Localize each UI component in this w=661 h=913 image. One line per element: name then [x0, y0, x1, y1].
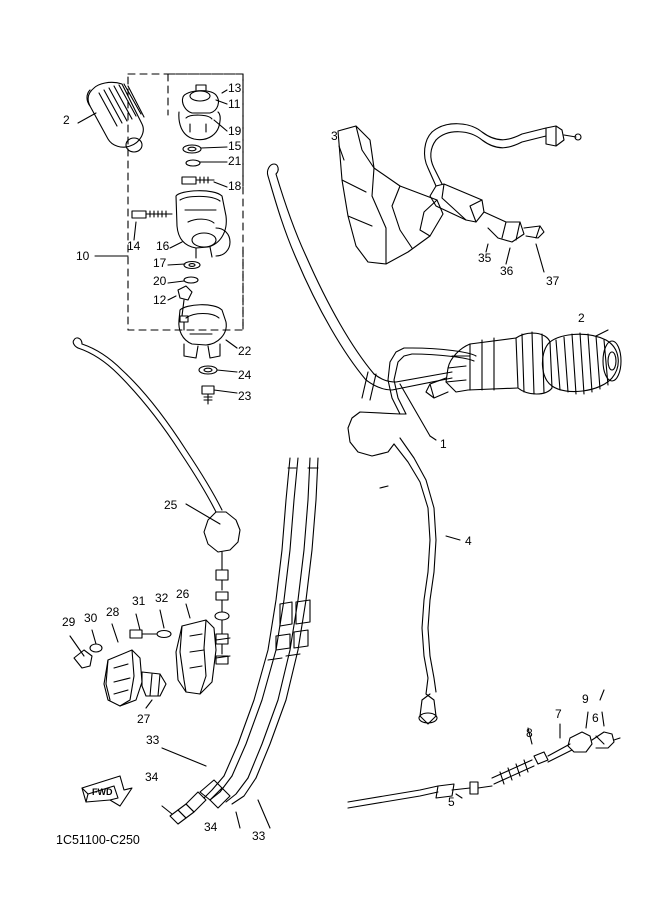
- callout-1: 1: [440, 437, 447, 451]
- callout-4: 4: [465, 534, 472, 548]
- callout-33-upper: 33: [146, 733, 160, 747]
- callout-2-right: 2: [578, 311, 585, 325]
- callout-10: 10: [76, 249, 90, 263]
- callout-8: 8: [526, 726, 533, 740]
- callout-15: 15: [228, 139, 242, 153]
- fwd-direction-label: FWD: [92, 787, 113, 797]
- callout-34-lower: 34: [204, 820, 218, 834]
- callout-2-left: 2: [63, 113, 70, 127]
- callout-18: 18: [228, 179, 242, 193]
- callout-26: 26: [176, 587, 190, 601]
- callout-11: 11: [228, 97, 241, 111]
- callout-5: 5: [448, 795, 455, 809]
- callout-30: 30: [84, 611, 98, 625]
- callout-34-upper: 34: [145, 770, 159, 784]
- callout-7: 7: [555, 707, 562, 721]
- callout-19: 19: [228, 124, 242, 138]
- callout-9: 9: [582, 692, 589, 706]
- callout-22: 22: [238, 344, 252, 358]
- callout-35: 35: [478, 251, 492, 265]
- part-code-label: 1C51100-C250: [56, 833, 140, 847]
- callout-17: 17: [153, 256, 167, 270]
- callout-32: 32: [155, 591, 169, 605]
- callout-16: 16: [156, 239, 170, 253]
- callout-25: 25: [164, 498, 178, 512]
- callout-23: 23: [238, 389, 252, 403]
- callout-12: 12: [153, 293, 167, 307]
- callout-3: 3: [331, 129, 338, 143]
- callout-21: 21: [228, 154, 242, 168]
- callout-29: 29: [62, 615, 76, 629]
- callout-31: 31: [132, 594, 146, 608]
- callout-37: 37: [546, 274, 560, 288]
- callout-28: 28: [106, 605, 120, 619]
- callout-6: 6: [592, 711, 599, 725]
- callout-13: 13: [228, 81, 242, 95]
- callout-33-lower: 33: [252, 829, 266, 843]
- callout-36: 36: [500, 264, 514, 278]
- callout-24: 24: [238, 368, 252, 382]
- callout-14: 14: [127, 239, 141, 253]
- callout-27: 27: [137, 712, 151, 726]
- callout-20: 20: [153, 274, 167, 288]
